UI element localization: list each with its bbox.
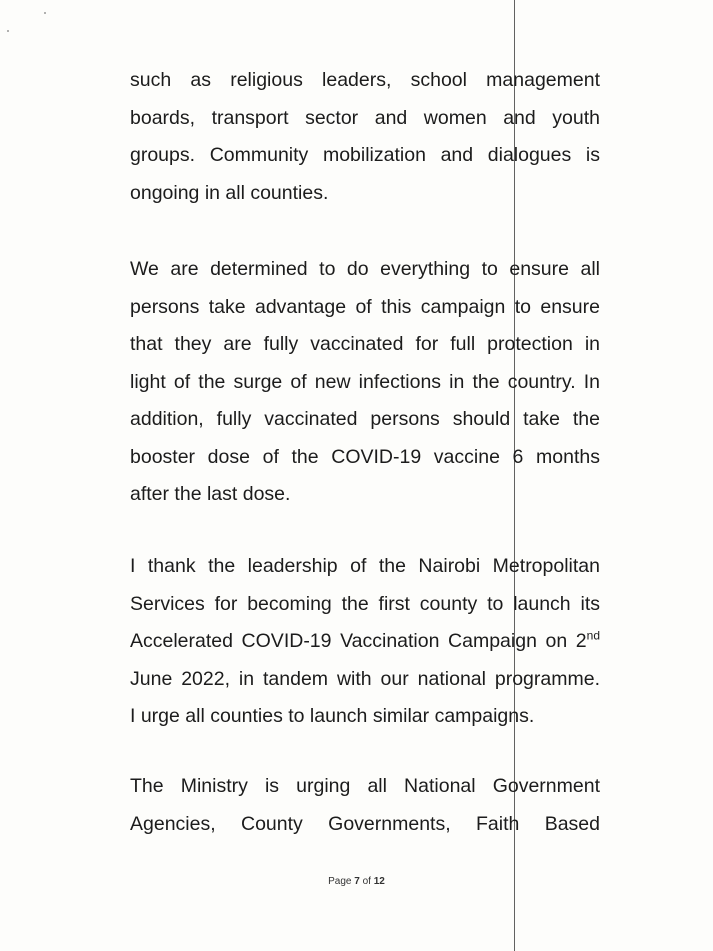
- ordinal-superscript: nd: [586, 628, 600, 643]
- of-label: of: [362, 876, 371, 887]
- page-number-footer: [0, 876, 713, 887]
- scan-speck: [7, 30, 9, 32]
- text-line: persons take advantage of this campaign to ensure: [130, 295, 600, 318]
- text-line: addition, fully vaccinated persons should take the: [130, 408, 600, 430]
- text-line: light of the surge of new infections in the country. In: [130, 370, 600, 393]
- text-line: that they are fully vaccinated for full protection in: [130, 333, 600, 355]
- text-line: The Ministry is urging all National Government: [130, 775, 600, 797]
- text-line: I thank the leadership of the Nairobi Metropolitan: [130, 555, 600, 577]
- text-line: groups. Community mobilization and dialogues is: [130, 144, 600, 166]
- text-line: booster dose of the COVID-19 vaccine 6 months: [130, 445, 600, 468]
- text-line: such as religious leaders, school management: [130, 69, 600, 91]
- text-line: June 2022, in tandem with our national programme.: [130, 667, 600, 690]
- text-line: I urge all counties to launch similar campaigns.: [130, 705, 535, 727]
- text-line: We are determined to do everything to ensure all: [130, 258, 600, 280]
- text-line-with-superscript: [130, 623, 600, 661]
- text-line: Services for becoming the first county to launch its: [130, 592, 600, 615]
- page-label: Page: [328, 876, 352, 887]
- text-line: boards, transport sector and women and youth: [130, 106, 600, 129]
- text-line: ongoing in all counties.: [130, 181, 329, 204]
- paragraph-vaccination-determination: [130, 251, 600, 514]
- paragraph-community-mobilization: [130, 62, 600, 212]
- scan-speck: [44, 12, 46, 14]
- text-line: after the last dose.: [130, 483, 291, 505]
- total-pages-number: 12: [373, 876, 385, 887]
- paragraph-ministry-urging: [130, 768, 600, 843]
- text-line: Agencies, County Governments, Faith Based: [130, 812, 600, 835]
- current-page-number: 7: [354, 876, 360, 887]
- text-run: Accelerated COVID-19 Vaccination Campaign on 2: [130, 630, 587, 652]
- paragraph-nairobi-thanks: [130, 548, 600, 736]
